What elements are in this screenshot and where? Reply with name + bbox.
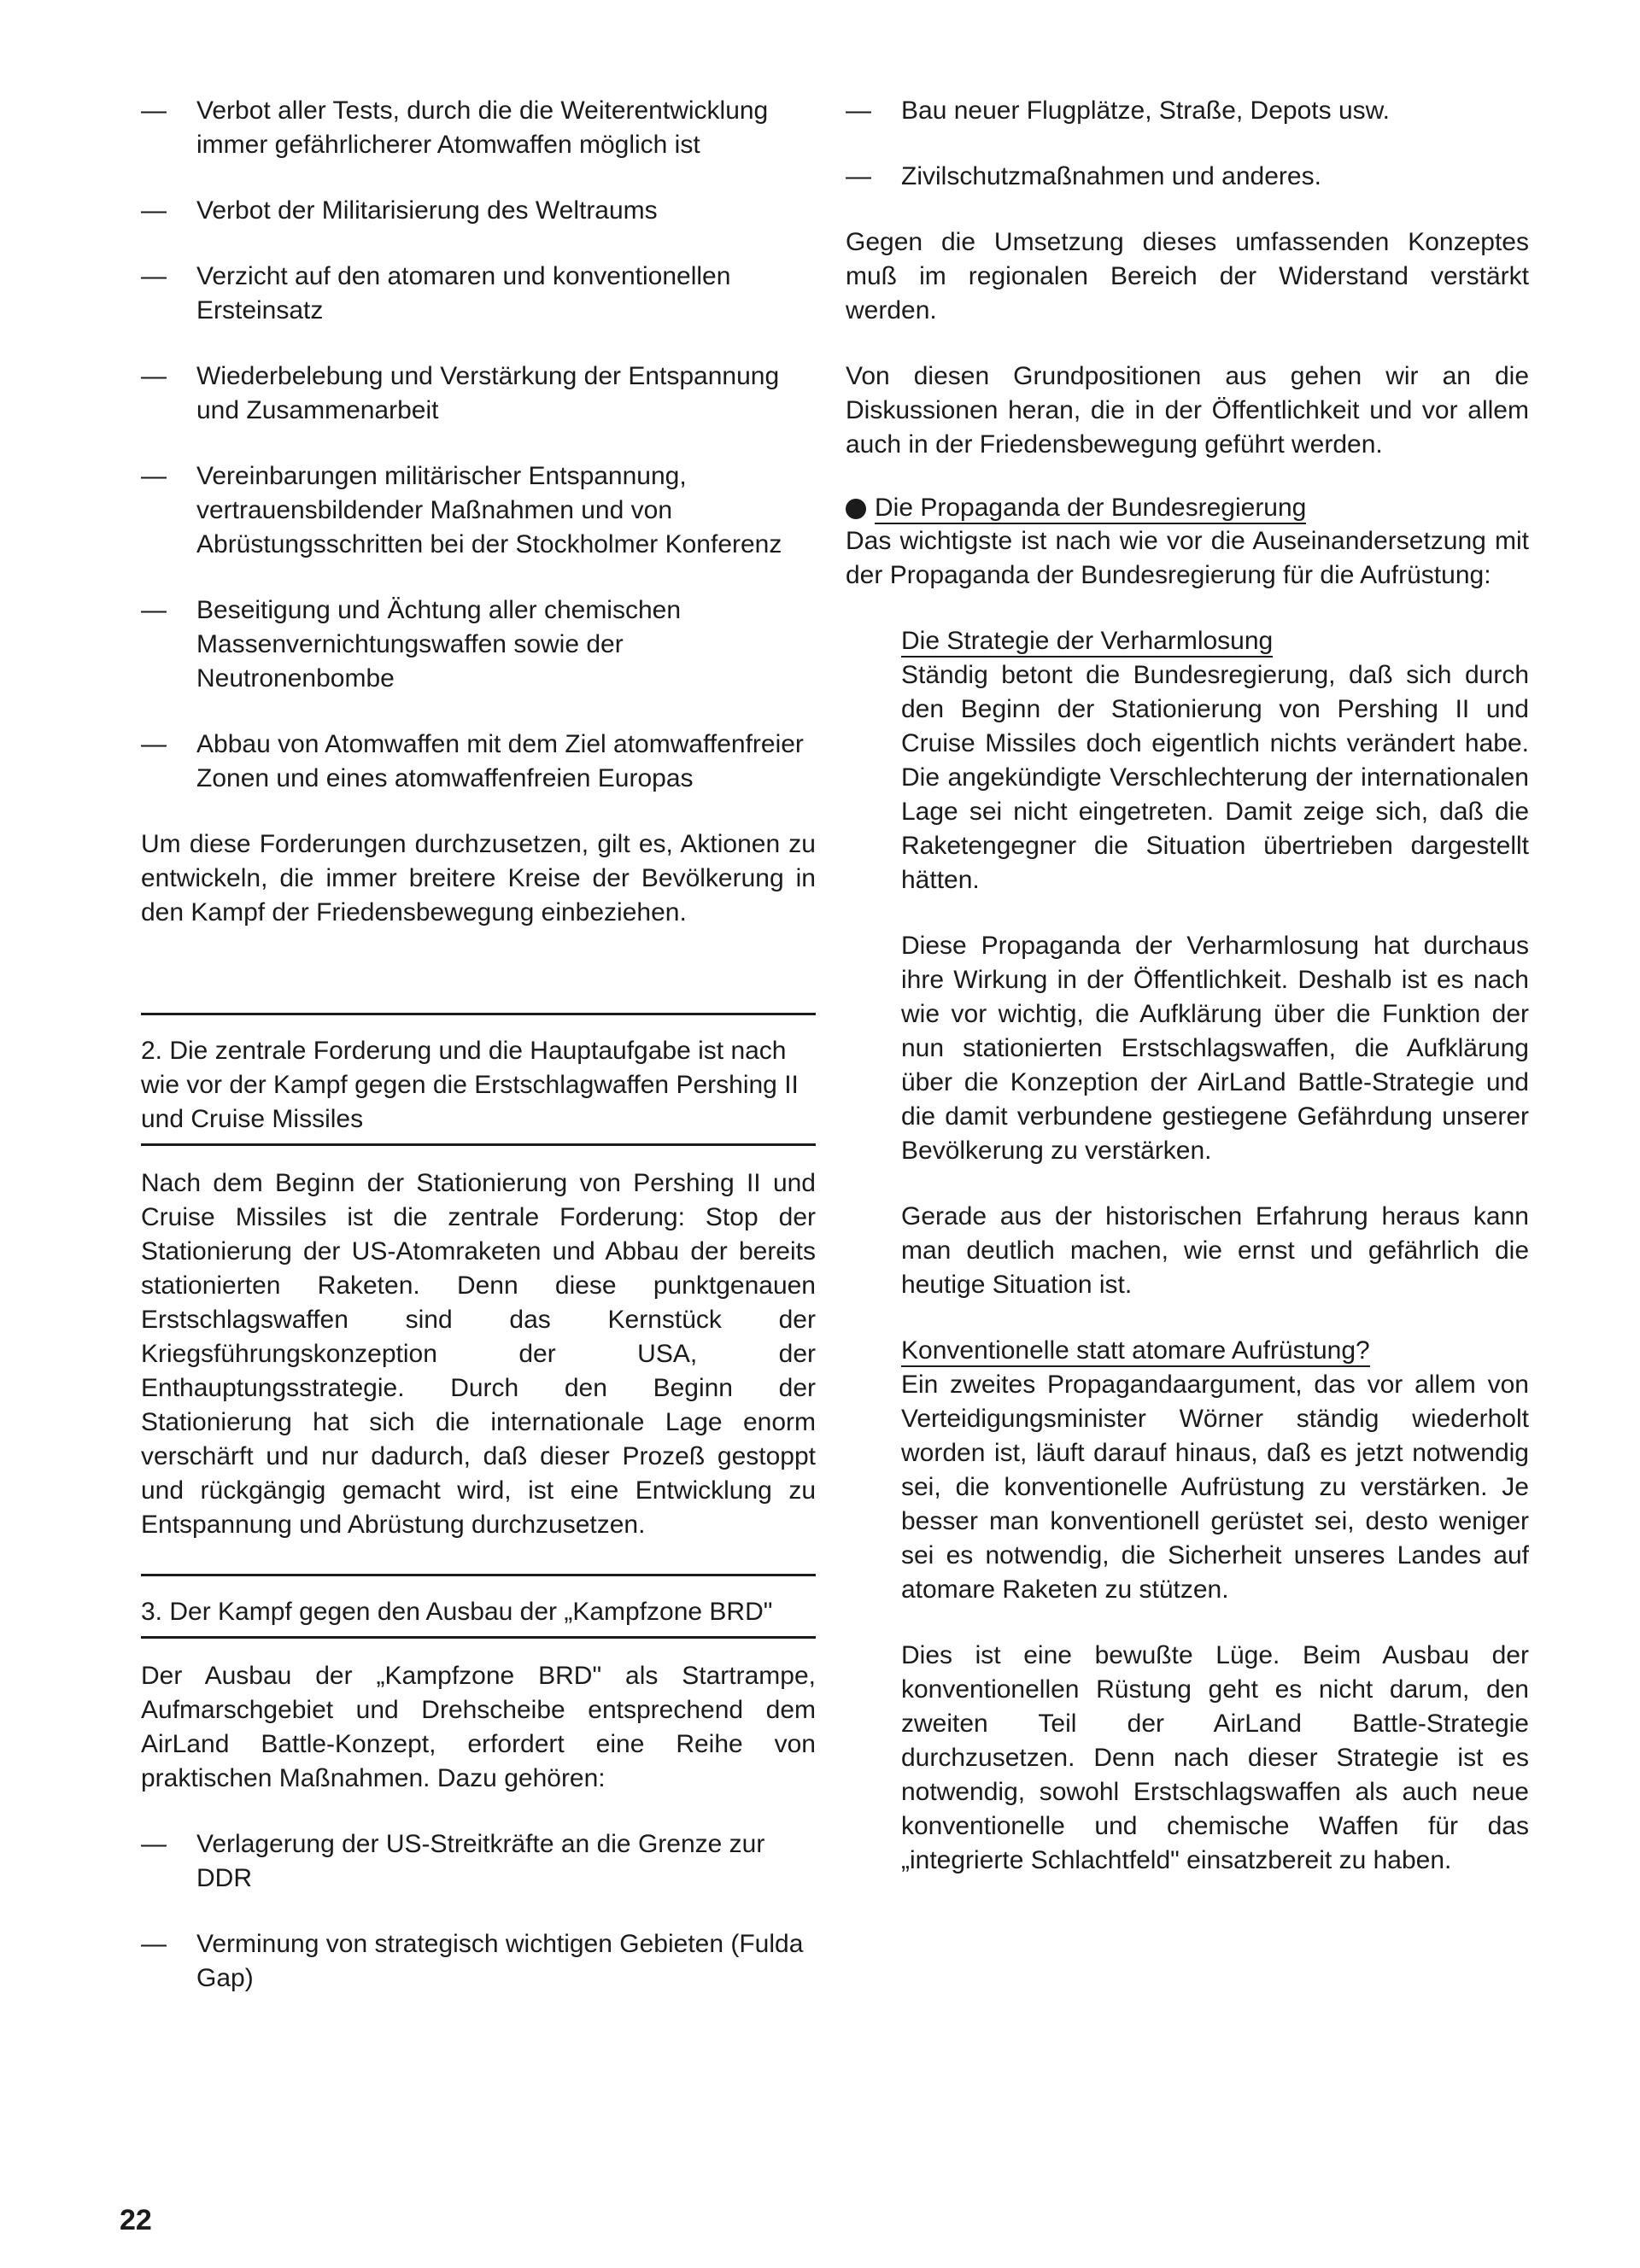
- list-item-text: Verbot der Militarisierung des Weltraums: [196, 196, 658, 225]
- list-item: [141, 359, 816, 428]
- dash-marker: —: [141, 462, 167, 490]
- list-item: [846, 160, 1529, 194]
- list-item-text: Verbot aller Tests, durch die die Weiterentwicklung immer gefährlicherer Atomwaffen möglich ist: [196, 96, 769, 159]
- list-item: [141, 94, 816, 162]
- list-item-text: Zivilschutzmaßnahmen und anderes.: [901, 162, 1321, 190]
- list-item: [141, 260, 816, 328]
- dash-marker: —: [141, 96, 167, 125]
- dash-marker: —: [141, 1830, 167, 1858]
- list-item-text: Verminung von strategisch wichtigen Gebieten (Fulda Gap): [196, 1930, 804, 1992]
- paragraph: Gerade aus der historischen Erfahrung heraus kann man deutlich machen, wie ernst und gefährlich die heutige Situation ist.: [901, 1202, 1529, 1299]
- page-number: 22: [120, 2204, 152, 2236]
- section-heading-text: 3. Der Kampf gegen den Ausbau der „Kampfzone BRD": [141, 1598, 773, 1626]
- right-column: [846, 94, 1529, 1909]
- dash-marker: —: [141, 596, 167, 624]
- list-item-text: Wiederbelebung und Verstärkung der Entspannung und Zusammenarbeit: [196, 362, 780, 424]
- dash-marker: —: [846, 96, 871, 125]
- paragraph: Dies ist eine bewußte Lüge. Beim Ausbau der konventionellen Rüstung geht es nicht darum, den zweiten Teil der AirLand Battle-Strategie durchzusetzen. Denn nach dieser Strategie ist es notwendig, sowohl Erstschlagswaffen als auch neue konventionelle und chemische Waffen für das „integrierte Schlachtfeld" einsatzbereit zu haben.: [901, 1641, 1529, 1874]
- list-item-text: Vereinbarungen militärischer Entspannung, vertrauensbildender Maßnahmen und von Abrüstungsschritten bei der Stockholmer Konferenz: [196, 462, 782, 558]
- paragraph: Von diesen Grundpositionen aus gehen wir an die Diskussionen heran, die in der Öffentlichkeit und vor allem auch in der Friedensbewegung geführt werden.: [846, 362, 1529, 459]
- subsection-heading: [901, 624, 1529, 658]
- list-item-text: Abbau von Atomwaffen mit dem Ziel atomwaffenfreier Zonen und eines atomwaffenfreien Europas: [196, 730, 804, 792]
- paragraph: Ständig betont die Bundesregierung, daß sich durch den Beginn der Stationierung von Pershing II und Cruise Missiles doch eigentlich nichts verändert habe. Die angekündigte Verschlechterung der internationalen Lage sei nicht eingetreten. Damit zeige sich, daß die Raketengegner die Situation übertrieben dargestellt hätten.: [901, 661, 1529, 894]
- paragraph: Diese Propaganda der Verharmlosung hat durchaus ihre Wirkung in der Öffentlichkeit. Deshalb ist es nach wie vor wichtig, die Aufklärung über die Funktion der nun stationierten Erstschlagswaffen, die Aufklärung über die Konzeption der AirLand Battle-Strategie und die damit verbundene gestiegene Gefährdung unserer Bevölkerung zu verstärken.: [901, 932, 1529, 1165]
- list-item: [141, 728, 816, 796]
- subsection-verharmlosung: [846, 624, 1529, 1878]
- bullet-dot-icon: [846, 499, 866, 519]
- dash-marker: —: [141, 730, 167, 758]
- list-item: [846, 94, 1529, 128]
- list-item: [141, 194, 816, 228]
- dash-marker: —: [141, 1930, 167, 1958]
- list-item-text: Beseitigung und Ächtung aller chemischen Massenvernichtungswaffen sowie der Neutronenbombe: [196, 596, 682, 693]
- section-title: [846, 494, 1529, 524]
- list-item-text: Verzicht auf den atomaren und konventionellen Ersteinsatz: [196, 262, 731, 324]
- list-item: [141, 1927, 816, 1996]
- list-item: [141, 459, 816, 562]
- section-title-text: Die Propaganda der Bundesregierung: [875, 494, 1306, 524]
- dash-marker: —: [846, 162, 871, 190]
- section-heading-3: [141, 1574, 816, 1639]
- left-column: [141, 94, 816, 2027]
- dash-marker: —: [141, 362, 167, 390]
- list-item-text: Bau neuer Flugplätze, Straße, Depots usw.: [901, 96, 1390, 125]
- paragraph: Das wichtigste ist nach wie vor die Auseinandersetzung mit der Propaganda der Bundesregierung für die Aufrüstung:: [846, 527, 1529, 589]
- list-item-text: Verlagerung der US-Streitkräfte an die Grenze zur DDR: [196, 1830, 765, 1892]
- dash-marker: —: [141, 196, 167, 225]
- dash-marker: —: [141, 262, 167, 290]
- paragraph: Um diese Forderungen durchzusetzen, gilt es, Aktionen zu entwickeln, die immer breitere Kreise der Bevölkerung in den Kampf der Friedensbewegung einbeziehen.: [141, 830, 816, 926]
- subsection-heading: [901, 1334, 1529, 1368]
- list-item: [141, 593, 816, 696]
- subsection-heading-text: Konventionelle statt atomare Aufrüstung?: [901, 1336, 1370, 1367]
- list-item: [141, 1827, 816, 1896]
- paragraph: Gegen die Umsetzung dieses umfassenden Konzeptes muß im regionalen Bereich der Widerstand verstärkt werden.: [846, 228, 1529, 324]
- section-heading-text: 2. Die zentrale Forderung und die Hauptaufgabe ist nach wie vor der Kampf gegen die Erstschlagwaffen Pershing II und Cruise Missiles: [141, 1037, 799, 1133]
- paragraph: Der Ausbau der „Kampfzone BRD" als Startrampe, Aufmarschgebiet und Drehscheibe entsprechend dem AirLand Battle-Konzept, erfordert eine Reihe von praktischen Maßnahmen. Dazu gehören:: [141, 1662, 816, 1792]
- paragraph: Ein zweites Propagandaargument, das vor allem von Verteidigungsminister Wörner ständig wiederholt worden ist, läuft darauf hinaus, daß es jetzt notwendig sei, die konventionelle Aufrüstung zu verstärken. Je besser man konventionell gerüstet sei, desto weniger sei es notwendig, die Sicherheit unseres Landes auf atomare Raketen zu stützen.: [901, 1371, 1529, 1604]
- paragraph: Nach dem Beginn der Stationierung von Pershing II und Cruise Missiles ist die zentrale Forderung: Stop der Stationierung der US-Atomraketen und Abbau der bereits stationierten Raketen. Denn diese punktgenauen Erstschlagswaffen sind das Kernstück der Kriegsführungskonzeption der USA, der Enthauptungsstrategie. Durch den Beginn der Stationierung hat sich die internationale Lage enorm verschärft und nur dadurch, daß dieser Prozeß gestoppt und rückgängig gemacht wird, ist eine Entwicklung zu Entspannung und Abrüstung durchzusetzen.: [141, 1169, 816, 1539]
- subsection-heading-text: Die Strategie der Verharmlosung: [901, 627, 1273, 658]
- section-heading-2: [141, 1013, 816, 1146]
